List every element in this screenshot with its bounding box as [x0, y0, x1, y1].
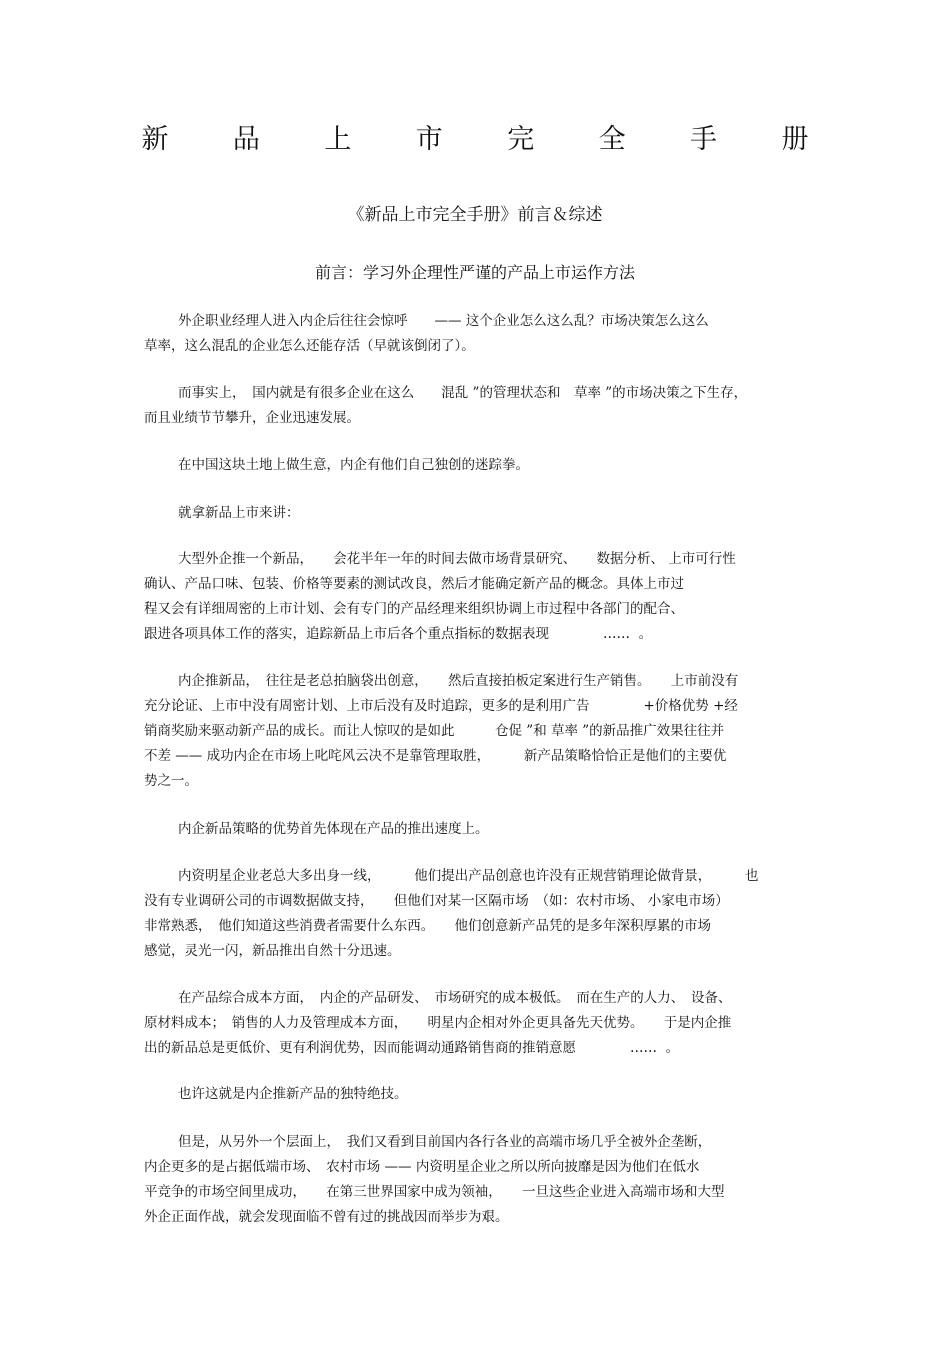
paragraph-line: 程又会有详细周密的上市计划、会有专门的产品经理来组织协调上市过程中各部门的配合、 — [144, 601, 684, 617]
paragraph — [144, 309, 814, 359]
paragraph-line: 确认、产品口味、包装、价格等要素的测试改良，然后才能确定新产品的概念。具体上市过 — [144, 576, 684, 592]
title-char: 册 — [781, 124, 809, 155]
document-title — [140, 122, 810, 158]
paragraph-line: 没有专业调研公司的市调数据做支持， 但他们对某一区隔市场 （如：农村市场、 小家电市场） — [144, 893, 729, 909]
paragraph-line: 跟进各项具体工作的落实，追踪新品上市后各个重点指标的数据表现 …… 。 — [144, 626, 653, 642]
title-char: 手 — [690, 124, 718, 155]
paragraph-line: 充分论证、上市中没有周密计划、上市后没有及时追踪，更多的是利用广告 +价格优势 +经 — [144, 698, 738, 714]
paragraph — [144, 817, 814, 842]
paragraph-line: 感觉，灵光一闪，新品推出自然十分迅速。 — [144, 943, 401, 959]
paragraph — [144, 501, 814, 526]
paragraph-line: 出的新品总是更低价、更有利润优势，因而能调动通路销售商的推销意愿 …… 。 — [144, 1040, 680, 1056]
paragraph-line: 平竞争的市场空间里成功， 在第三世界国家中成为领袖， 一旦这些企业进入高端市场和大型 — [144, 1184, 725, 1200]
paragraph-line: 非常熟悉， 他们知道这些消费者需要什么东西。 他们创意新产品凭的是多年深积厚累的市场 — [144, 918, 711, 934]
paragraph-line: 草率，这么混乱的企业怎么还能存活（早就该倒闭了）。 — [144, 338, 475, 354]
paragraph-line: 外企职业经理人进入内企后往往会惊呼 —— 这个企业怎么这么乱？市场决策怎么这么 — [178, 313, 709, 329]
paragraph — [144, 1130, 814, 1230]
paragraph-line: 内企更多的是占据低端市场、 农村市场 —— 内资明星企业之所以所向披靡是因为他们在低水 — [144, 1159, 700, 1175]
title-char: 完 — [507, 124, 535, 155]
paragraph-line: 外企正面作战，就会发现面临不曾有过的挑战因而举步为艰。 — [144, 1209, 509, 1225]
paragraph-line: 内企新品策略的优势首先体现在产品的推出速度上。 — [178, 821, 489, 837]
paragraph-line: 就拿新品上市来讲： — [178, 505, 300, 521]
paragraph — [144, 453, 814, 478]
section-heading: 前言：学习外企理性严谨的产品上市运作方法 — [314, 263, 635, 282]
paragraph — [144, 1082, 814, 1107]
title-char: 全 — [598, 124, 626, 155]
paragraph-line: 内资明星企业老总大多出身一线， 他们提出产品创意也许没有正规营销理论做背景， 也 — [178, 868, 759, 884]
paragraph — [144, 669, 814, 794]
paragraph — [144, 381, 814, 431]
paragraph — [144, 547, 814, 647]
paragraph-line: 原材料成本； 销售的人力及管理成本方面， 明星内企相对外企更具备先天优势。 于是内企推 — [144, 1015, 732, 1031]
paragraph-line: 在中国这块土地上做生意，内企有他们自己独创的迷踪拳。 — [178, 457, 529, 473]
document-subtitle: 《新品上市完全手册》前言＆综述 — [347, 205, 603, 225]
paragraph — [144, 864, 814, 964]
title-char: 上 — [324, 124, 352, 155]
title-char: 市 — [415, 124, 443, 155]
paragraph — [144, 986, 814, 1061]
title-char: 新 — [141, 124, 169, 155]
paragraph-line: 但是，从另外一个层面上， 我们又看到目前国内各行各业的高端市场几乎全被外企垄断， — [178, 1134, 712, 1150]
paragraph-line: 势之一。 — [144, 773, 198, 789]
title-char: 品 — [232, 124, 260, 155]
paragraph-line: 大型外企推一个新品， 会花半年一年的时间去做市场背景研究、 数据分析、 上市可行性 — [178, 551, 736, 567]
paragraph-line: 在产品综合成本方面， 内企的产品研发、 市场研究的成本极低。 而在生产的人力、 设备、 — [178, 990, 732, 1006]
paragraph-line: 而且业绩节节攀升，企业迅速发展。 — [144, 410, 360, 426]
paragraph-line: 内企推新品， 往往是老总拍脑袋出创意， 然后直接拍板定案进行生产销售。 上市前没有 — [178, 673, 739, 689]
paragraph-line: 也许这就是内企推新产品的独特绝技。 — [178, 1086, 408, 1102]
paragraph-line: 销商奖励来驱动新产品的成长。而让人惊叹的是如此 仓促 ”和 草率 ”的新品推广效果往往并 — [144, 723, 725, 739]
paragraph-line: 不差 —— 成功内企在市场上叱咤风云决不是靠管理取胜， 新产品策略恰恰正是他们的主要优 — [144, 748, 727, 764]
paragraph-line: 而事实上， 国内就是有很多企业在这么 混乱 ”的管理状态和 草率 ”的市场决策之下生存， — [178, 385, 748, 401]
